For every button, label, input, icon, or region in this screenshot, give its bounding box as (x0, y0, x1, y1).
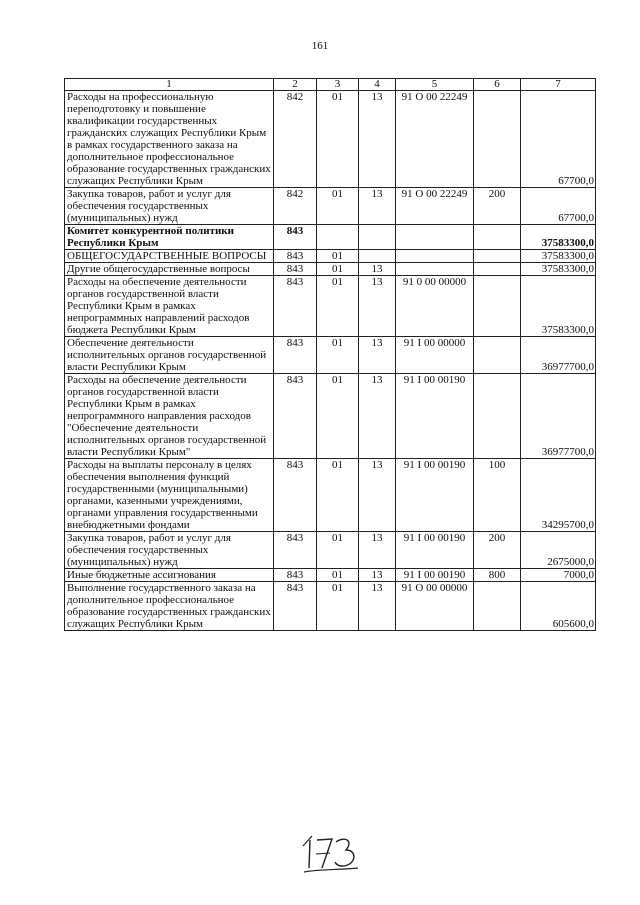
row-subsection-cell: 13 (359, 374, 396, 459)
header-col-1: 1 (65, 79, 274, 91)
row-admin-code-cell: 843 (274, 263, 317, 276)
row-target-article-cell (396, 250, 474, 263)
table-row (65, 459, 596, 532)
row-target-article-cell: 91 I 00 00000 (396, 337, 474, 374)
row-subsection-cell: 13 (359, 263, 396, 276)
row-section-cell: 01 (317, 188, 359, 225)
table-row (65, 532, 596, 569)
row-expense-type-cell: 200 (474, 188, 521, 225)
table-row (65, 582, 596, 631)
row-expense-type-cell: 800 (474, 569, 521, 582)
row-sum-cell: 37583300,0 (521, 225, 596, 250)
row-section-cell: 01 (317, 337, 359, 374)
row-target-article-cell: 91 I 00 00190 (396, 569, 474, 582)
row-expense-type-cell (474, 276, 521, 337)
row-name-cell: Расходы на выплаты персоналу в целях обеспечения выполнения функций государственными (муниципальными) органами, казенными учреждениями, органами управления государственными внебюджетными фондами (65, 459, 274, 532)
header-col-7: 7 (521, 79, 596, 91)
row-target-article-cell: 91 I 00 00190 (396, 459, 474, 532)
row-admin-code-cell: 843 (274, 225, 317, 250)
row-target-article-cell: 91 0 00 00000 (396, 276, 474, 337)
header-col-6: 6 (474, 79, 521, 91)
row-target-article-cell: 91 О 00 00000 (396, 582, 474, 631)
table-row (65, 250, 596, 263)
row-expense-type-cell: 100 (474, 459, 521, 532)
row-sum-cell: 2675000,0 (521, 532, 596, 569)
row-admin-code-cell: 843 (274, 459, 317, 532)
row-expense-type-cell (474, 225, 521, 250)
row-target-article-cell (396, 263, 474, 276)
row-subsection-cell: 13 (359, 91, 396, 188)
header-col-5: 5 (396, 79, 474, 91)
row-subsection-cell: 13 (359, 532, 396, 569)
row-target-article-cell: 91 О 00 22249 (396, 188, 474, 225)
row-subsection-cell: 13 (359, 276, 396, 337)
row-section-cell (317, 225, 359, 250)
table-row (65, 263, 596, 276)
row-subsection-cell: 13 (359, 459, 396, 532)
table-row (65, 276, 596, 337)
row-name-cell: Комитет конкурентной политики Республики Крым (65, 225, 274, 250)
page-number: 161 (311, 40, 329, 52)
row-sum-cell: 605600,0 (521, 582, 596, 631)
table-row (65, 225, 596, 250)
row-sum-cell: 36977700,0 (521, 337, 596, 374)
table-header-row (65, 79, 596, 91)
row-expense-type-cell (474, 91, 521, 188)
row-name-cell: Закупка товаров, работ и услуг для обеспечения государственных (муниципальных) нужд (65, 532, 274, 569)
row-sum-cell: 7000,0 (521, 569, 596, 582)
table-body (65, 91, 596, 631)
budget-table (64, 78, 596, 631)
row-sum-cell: 37583300,0 (521, 276, 596, 337)
row-section-cell: 01 (317, 263, 359, 276)
row-sum-cell: 37583300,0 (521, 263, 596, 276)
table-row (65, 569, 596, 582)
row-expense-type-cell (474, 582, 521, 631)
row-subsection-cell: 13 (359, 569, 396, 582)
row-admin-code-cell: 842 (274, 91, 317, 188)
header-col-2: 2 (274, 79, 317, 91)
table-row (65, 374, 596, 459)
row-admin-code-cell: 842 (274, 188, 317, 225)
row-section-cell: 01 (317, 276, 359, 337)
row-target-article-cell: 91 I 00 00190 (396, 532, 474, 569)
row-section-cell: 01 (317, 250, 359, 263)
row-expense-type-cell (474, 250, 521, 263)
row-name-cell: ОБЩЕГОСУДАРСТВЕННЫЕ ВОПРОСЫ (65, 250, 274, 263)
row-admin-code-cell: 843 (274, 532, 317, 569)
row-sum-cell: 34295700,0 (521, 459, 596, 532)
row-section-cell: 01 (317, 532, 359, 569)
row-sum-cell: 37583300,0 (521, 250, 596, 263)
row-subsection-cell: 13 (359, 188, 396, 225)
row-admin-code-cell: 843 (274, 337, 317, 374)
row-section-cell: 01 (317, 374, 359, 459)
row-admin-code-cell: 843 (274, 582, 317, 631)
table-row (65, 91, 596, 188)
row-admin-code-cell: 843 (274, 374, 317, 459)
row-name-cell: Иные бюджетные ассигнования (65, 569, 274, 582)
row-target-article-cell: 91 О 00 22249 (396, 91, 474, 188)
row-name-cell: Обеспечение деятельности исполнительных органов государственной власти Республики Крым (65, 337, 274, 374)
row-name-cell: Закупка товаров, работ и услуг для обеспечения государственных (муниципальных) нужд (65, 188, 274, 225)
table-row (65, 188, 596, 225)
row-name-cell: Расходы на профессиональную переподготовку и повышение квалификации государственных гражданских служащих Республики Крым в рамках государственного заказа на дополнительное профессиональное образование государственных гражданских служащих Республики Крым (65, 91, 274, 188)
row-sum-cell: 67700,0 (521, 188, 596, 225)
table-row (65, 337, 596, 374)
row-admin-code-cell: 843 (274, 569, 317, 582)
row-subsection-cell: 13 (359, 337, 396, 374)
row-expense-type-cell (474, 337, 521, 374)
header-col-4: 4 (359, 79, 396, 91)
row-target-article-cell: 91 I 00 00190 (396, 374, 474, 459)
row-section-cell: 01 (317, 91, 359, 188)
row-expense-type-cell: 200 (474, 532, 521, 569)
row-admin-code-cell: 843 (274, 276, 317, 337)
row-name-cell: Расходы на обеспечение деятельности органов государственной власти Республики Крым в рамках непрограммного направления расходов "Обеспечение деятельности исполнительных органов государственной власти Республики Крым" (65, 374, 274, 459)
row-expense-type-cell (474, 263, 521, 276)
row-name-cell: Расходы на обеспечение деятельности органов государственной власти Республики Крым в рамках непрограммных направлений расходов бюджета Республики Крым (65, 276, 274, 337)
header-col-3: 3 (317, 79, 359, 91)
row-sum-cell: 36977700,0 (521, 374, 596, 459)
row-expense-type-cell (474, 374, 521, 459)
row-sum-cell: 67700,0 (521, 91, 596, 188)
row-subsection-cell (359, 225, 396, 250)
row-admin-code-cell: 843 (274, 250, 317, 263)
row-subsection-cell (359, 250, 396, 263)
row-section-cell: 01 (317, 569, 359, 582)
row-name-cell: Другие общегосударственные вопросы (65, 263, 274, 276)
row-subsection-cell: 13 (359, 582, 396, 631)
row-section-cell: 01 (317, 582, 359, 631)
handwritten-page-number (300, 828, 370, 878)
row-name-cell: Выполнение государственного заказа на дополнительное профессиональное образование государственных гражданских служащих Республики Крым (65, 582, 274, 631)
row-target-article-cell (396, 225, 474, 250)
row-section-cell: 01 (317, 459, 359, 532)
